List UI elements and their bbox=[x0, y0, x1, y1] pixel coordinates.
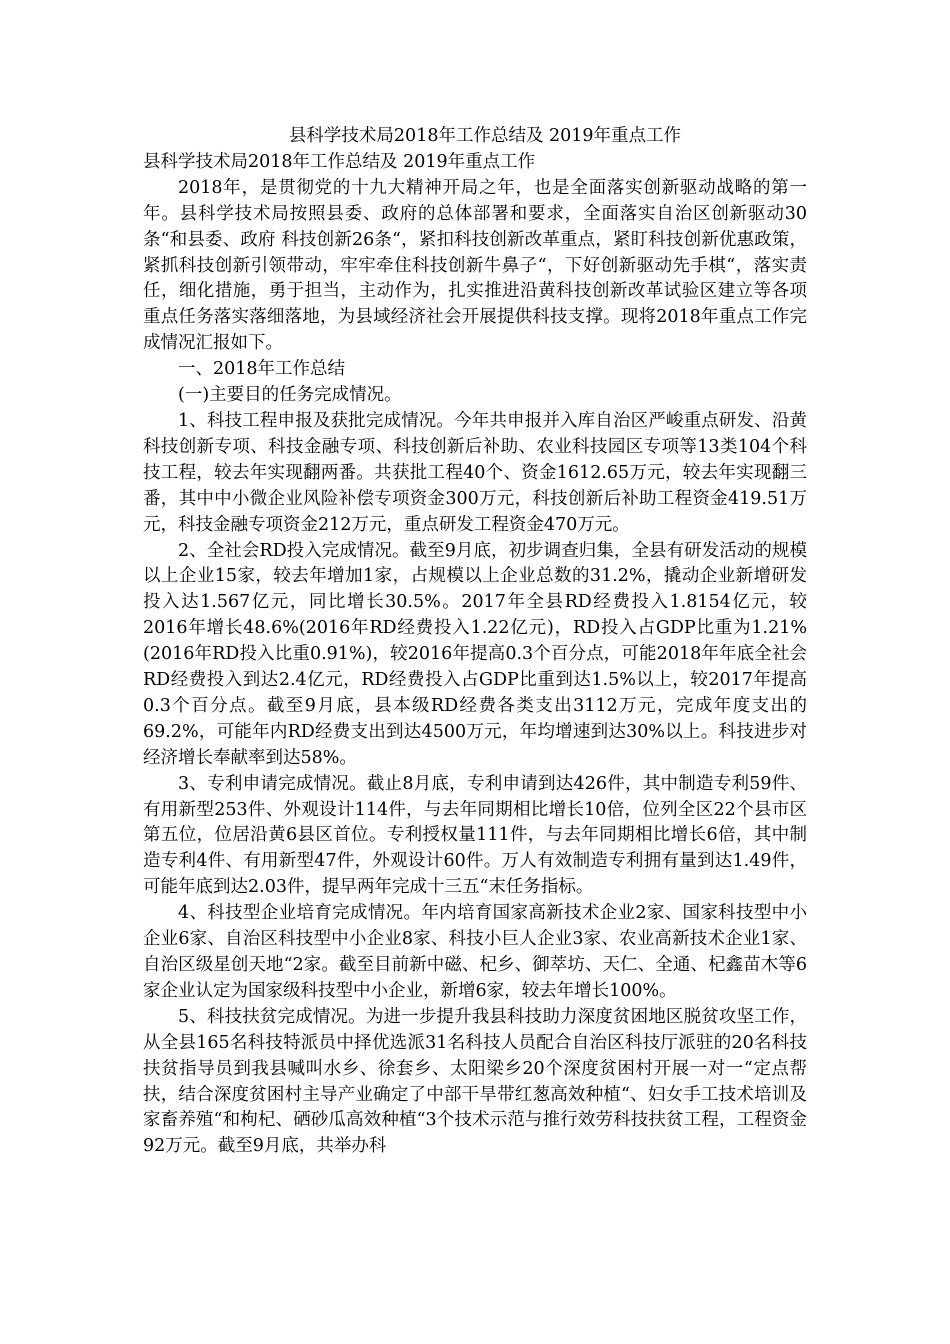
document-page bbox=[143, 124, 807, 1160]
paragraph-intro: 2018年，是贯彻党的十九大精神开局之年，也是全面落实创新驱动战略的第一年。县科学技术局按照县委、政府的总体部署和要求，全面落实自治区创新驱动30条“和县委、政府 科技创新26条“，紧扣科技创新改革重点，紧盯科技创新优惠政策，紧抓科技创新引领带动，牢牢牵住科技创新牛鼻子“，下好创新驱动先手棋“，落实责任，细化措施，勇于担当，主动作为，扎实推进沿黄科技创新改革试验区建立等各项重点任务落实落细落地，为县域经济社会开展提供科技支撑。现将2018年重点工作完成情况汇报如下。 bbox=[143, 177, 807, 354]
paragraph-patents: 3、专利申请完成情况。截止8月底，专利申请到达426件，其中制造专利59件、有用新型253件、外观设计114件，与去年同期相比增长10倍，位列全区22个县市区第五位，位居沿黄6县区首位。专利授权量111件，与去年同期相比增长6倍，其中制造专利4件、有用新型47件，外观设计60件。万人有效制造专利拥有量到达1.49件，可能年底到达2.03件，提早两年完成十三五“末任务指标。 bbox=[143, 773, 807, 898]
section-heading-summary: 一、2018年工作总结 bbox=[178, 359, 346, 380]
document-title: 县科学技术局2018年工作总结及 2019年重点工作 bbox=[288, 126, 682, 146]
paragraph-rd-investment: 2、全社会RD投入完成情况。截至9月底，初步调查归集，全县有研发活动的规模以上企业15家，较去年增加1家，占规模以上企业总数的31.2%，撬动企业新增研发投入达1.567亿元，同比增长30.5%。2017年全县RD经费投入1.8154亿元，较2016年增长48.6%(2016年RD经费投入1.22亿元)，RD投入占GDP比重为1.21%(2016年RD投入比重0.91%)，较2016年提高0.3个百分点，可能2018年年底全社会RD经费投入到达2.4亿元，RD经费投入占GDP比重到达1.5%以上，较2017年提高0.3个百分点。截至9月底，县本级RD经费各类支出3112万元，完成年度支出的69.2%，可能年内RD经费支出到达4500万元，年均增速到达30%以上。科技进步对经济增长奉献率到达58%。 bbox=[143, 540, 807, 768]
document-subtitle: 县科学技术局2018年工作总结及 2019年重点工作 bbox=[143, 151, 536, 172]
paragraph-enterprises: 4、科技型企业培育完成情况。年内培育国家高新技术企业2家、国家科技型中小企业6家、自治区科技型中小企业8家、科技小巨人企业3家、农业高新技术企业1家、自治区级星创天地“2家。截至目前新中磁、杞乡、御萃坊、天仁、全通、杞鑫苗木等6家企业认定为国家级科技型中小企业，新增6家，较去年增长100%。 bbox=[143, 903, 807, 1001]
subsection-heading-tasks: (一)主要目的任务完成情况。 bbox=[178, 385, 402, 406]
paragraph-poverty-alleviation: 5、科技扶贫完成情况。为进一步提升我县科技助力深度贫困地区脱贫攻坚工作，从全县165名科技特派员中择优选派31名科技人员配合自治区科技厅派驻的20名科技扶贫指导员到我县喊叫水乡、徐套乡、太阳梁乡20个深度贫困村开展一对一“定点帮扶，结合深度贫困村主导产业确定了中部干旱带红葱高效种植“、妇女手工技术培训及家畜养殖“和枸杞、硒砂瓜高效种植“3个技术示范与推行效劳科技扶贫工程，工程资金92万元。截至9月底，共举办科 bbox=[143, 1006, 807, 1157]
paragraph-projects: 1、科技工程申报及获批完成情况。今年共申报并入库自治区严峻重点研发、沿黄科技创新专项、科技金融专项、科技创新后补助、农业科技园区专项等13类104个科技工程，较去年实现翻两番。共获批工程40个、资金1612.65万元，较去年实现翻三番，其中中小微企业风险补偿专项资金300万元，科技创新后补助工程资金419.51万元，科技金融专项资金212万元，重点研发工程资金470万元。 bbox=[143, 410, 807, 535]
